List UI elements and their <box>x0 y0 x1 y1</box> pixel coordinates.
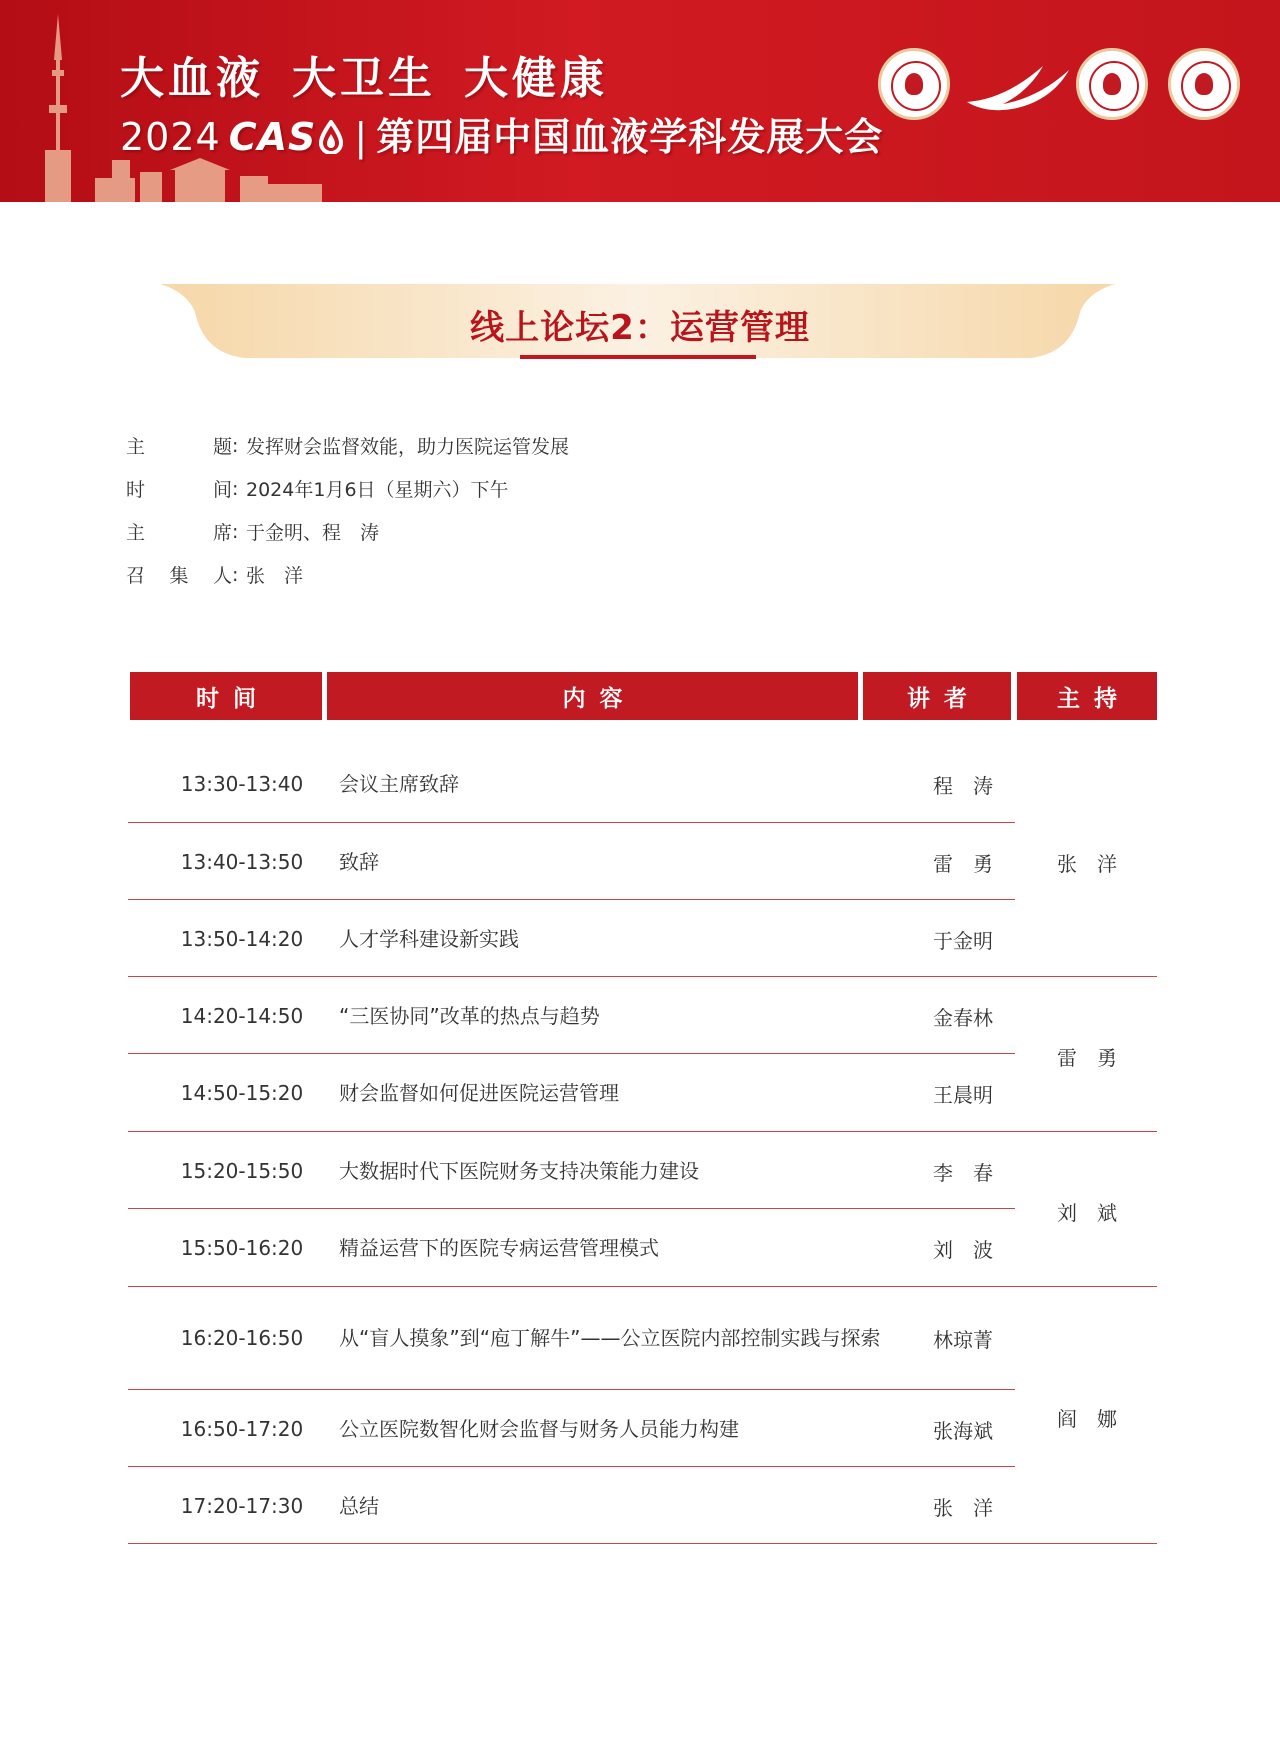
info-time <box>126 467 569 510</box>
table-row <box>128 745 1015 823</box>
info-topic <box>126 424 569 467</box>
forum-title: 线上论坛2：运营管理 <box>470 308 810 348</box>
label-char: 主 <box>126 436 146 458</box>
row-speaker: 林琼菁 <box>933 1327 993 1352</box>
row-content: 财会监督如何促进医院运营管理 <box>339 1081 619 1105</box>
alliance-seal-icon <box>1168 48 1240 120</box>
conference-name: 第四届中国血液学科发展大会 <box>376 115 884 159</box>
host-name: 阎 娜 <box>1057 1407 1117 1431</box>
row-time: 14:20-14:50 <box>180 1004 304 1028</box>
session-info <box>126 424 569 596</box>
row-time: 13:30-13:40 <box>180 772 304 796</box>
info-value: 于金明、程 涛 <box>246 522 380 544</box>
info-value: 2024年1月6日（星期六）下午 <box>246 479 509 501</box>
header-banner <box>0 0 1280 202</box>
row-speaker: 程 涛 <box>933 773 993 798</box>
table-row <box>128 1390 1015 1468</box>
title-underline <box>520 355 756 359</box>
info-label <box>126 475 232 502</box>
label-char: 时 <box>126 479 146 501</box>
info-value: 发挥财会监督效能，助力医院运管发展 <box>246 436 570 458</box>
header-content <box>327 672 858 720</box>
row-content: 人才学科建设新实践 <box>339 927 519 951</box>
table-row <box>128 823 1015 901</box>
colon: : <box>232 520 239 543</box>
conference-year: 2024 <box>120 115 221 159</box>
header-speaker <box>863 672 1011 720</box>
info-label <box>126 432 232 459</box>
label-char: 主 <box>126 522 146 544</box>
slogan-1: 大血液 <box>120 53 264 104</box>
slogan-3: 大健康 <box>464 53 608 104</box>
label-char: 召 <box>126 565 146 587</box>
host-name: 张 洋 <box>1057 852 1117 876</box>
flame-drop-icon <box>318 120 344 154</box>
table-row <box>128 977 1015 1055</box>
slogan <box>120 42 636 106</box>
row-speaker: 于金明 <box>933 928 993 953</box>
row-time: 13:40-13:50 <box>180 850 304 874</box>
row-speaker: 王晨明 <box>933 1082 993 1107</box>
info-label <box>126 561 232 588</box>
row-speaker: 张海斌 <box>933 1418 993 1443</box>
label-char: 间 <box>212 479 232 501</box>
label-char: 题 <box>212 436 232 458</box>
row-content: 总结 <box>339 1494 379 1518</box>
colon: : <box>232 434 239 457</box>
row-speaker: 金春林 <box>933 1005 993 1030</box>
row-time: 14:50-15:20 <box>180 1081 304 1105</box>
row-time: 15:50-16:20 <box>180 1236 304 1260</box>
info-chair <box>126 510 569 553</box>
colon: : <box>232 477 239 500</box>
national-center-seal-icon <box>1076 48 1148 120</box>
header-content-label: 内容 <box>562 685 637 712</box>
info-value: 张 洋 <box>246 565 304 587</box>
info-label <box>126 518 232 545</box>
header-time-label: 时间 <box>196 685 270 712</box>
row-time: 13:50-14:20 <box>180 927 304 951</box>
row-content: 会议主席致辞 <box>339 772 459 796</box>
society-seal-icon <box>878 48 950 120</box>
row-speaker: 李 春 <box>933 1160 993 1185</box>
header-host-label: 主持 <box>1057 685 1131 712</box>
table-row <box>128 900 1015 978</box>
header-speaker-label: 讲者 <box>907 685 981 712</box>
organizer-logos <box>878 46 1238 122</box>
table-row <box>128 1209 1015 1287</box>
swoosh-logo-icon <box>963 54 1073 114</box>
host-name: 刘 斌 <box>1057 1201 1117 1225</box>
conference-title <box>120 106 883 161</box>
header-host <box>1017 672 1157 720</box>
row-time: 16:50-17:20 <box>180 1417 304 1441</box>
row-content: 精益运营下的医院专病运营管理模式 <box>339 1236 659 1260</box>
label-char: 席 <box>212 522 232 544</box>
table-row <box>128 1054 1015 1132</box>
table-row <box>128 1287 1015 1389</box>
row-time: 15:20-15:50 <box>180 1159 304 1183</box>
row-speaker: 张 洋 <box>933 1495 993 1520</box>
title-separator: | <box>354 115 369 159</box>
table-row <box>128 1132 1015 1210</box>
header-time <box>130 672 322 720</box>
table-bottom-divider <box>128 1543 1157 1544</box>
row-content: 大数据时代下医院财务支持决策能力建设 <box>339 1159 699 1183</box>
slogan-2: 大卫生 <box>292 53 436 104</box>
row-content: 公立医院数智化财会监督与财务人员能力构建 <box>339 1417 739 1441</box>
host-name: 雷 勇 <box>1057 1046 1117 1070</box>
label-char: 集 <box>169 565 189 587</box>
row-speaker: 雷 勇 <box>933 851 993 876</box>
row-content: 致辞 <box>339 850 379 874</box>
row-content: 从“盲人摸象”到“庖丁解牛”——公立医院内部控制实践与探索 <box>339 1326 881 1350</box>
row-time: 16:20-16:50 <box>180 1326 304 1350</box>
row-content: “三医协同”改革的热点与趋势 <box>339 1004 600 1028</box>
table-row <box>128 1467 1015 1545</box>
cas-wordmark: CAS <box>228 115 317 159</box>
row-speaker: 刘 波 <box>933 1237 993 1262</box>
colon: : <box>232 563 239 586</box>
info-convener <box>126 553 569 596</box>
label-char: 人 <box>212 565 232 587</box>
row-time: 17:20-17:30 <box>180 1494 304 1518</box>
